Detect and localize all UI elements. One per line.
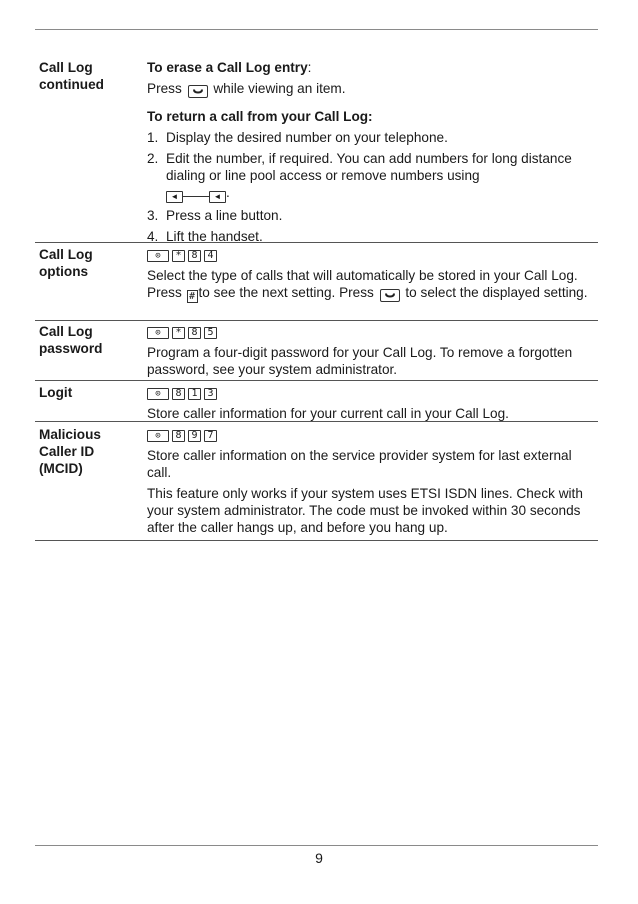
section-divider	[35, 421, 598, 422]
release-key-icon	[188, 85, 208, 98]
left-arrow-key: ◄	[166, 191, 183, 203]
step-number: 1.	[147, 130, 159, 145]
page-number: 9	[315, 850, 323, 866]
section-body	[147, 384, 597, 426]
key-sequence	[147, 428, 597, 443]
return-heading: To return a call from your Call Log:	[147, 109, 373, 124]
step-text: Display the desired number on your telephone.	[166, 130, 448, 145]
erase-instruction	[147, 80, 597, 98]
label-line: Call Log	[39, 60, 93, 75]
options-description	[147, 267, 597, 303]
label-line: password	[39, 341, 103, 356]
text-part: to select the displayed setting.	[405, 285, 588, 300]
key-digit: 5	[204, 327, 217, 339]
text-part: to see the next setting. Press	[198, 285, 374, 300]
arrow-connector	[183, 196, 209, 197]
right-arrow-key: ◄	[209, 191, 226, 203]
key-digit: 7	[204, 430, 217, 442]
section-divider	[35, 380, 598, 381]
hash-key-icon: #	[187, 290, 198, 303]
label-line: Caller ID	[39, 444, 95, 459]
feature-key-icon: ⊙	[147, 250, 169, 262]
label-line: Malicious	[39, 427, 101, 442]
password-description: Program a four-digit password for your Call Log. To remove a forgotten password, see your system administrator.	[147, 345, 573, 377]
step-number: 4.	[147, 228, 159, 244]
arrow-keys-icon	[166, 191, 226, 203]
footer-rule	[35, 845, 598, 846]
return-steps	[147, 129, 597, 245]
list-item	[147, 207, 597, 224]
erase-heading: To erase a Call Log entry	[147, 60, 308, 75]
step-text: Edit the number, if required. You can add numbers for long distance dialing or line pool access or remove numbers using	[166, 151, 572, 183]
key-digit: 8	[188, 250, 201, 262]
key-star: *	[172, 250, 185, 262]
erase-press: Press	[147, 81, 182, 96]
key-digit: 9	[188, 430, 201, 442]
mcid-description: Store caller information on the service provider system for last external call.	[147, 448, 572, 480]
key-sequence	[147, 386, 597, 401]
section-divider	[35, 540, 598, 541]
logit-description: Store caller information for your current call in your Call Log.	[147, 406, 509, 421]
key-digit: 8	[188, 327, 201, 339]
section-body	[147, 246, 597, 307]
erase-heading-line	[147, 59, 597, 76]
key-digit: 4	[204, 250, 217, 262]
section-body	[147, 323, 597, 382]
release-key-icon	[380, 289, 400, 302]
key-sequence	[147, 325, 597, 340]
list-item	[147, 129, 597, 146]
key-digit: 3	[204, 388, 217, 400]
erase-colon: :	[307, 60, 312, 75]
section-body	[147, 426, 597, 540]
erase-rest: while viewing an item.	[213, 81, 346, 96]
top-rule	[35, 29, 598, 30]
label-line: (MCID)	[39, 461, 83, 476]
list-item	[147, 150, 597, 203]
section-body	[147, 59, 597, 249]
key-sequence	[147, 248, 597, 263]
section-divider	[35, 242, 598, 243]
mcid-note: This feature only works if your system uses ETSI ISDN lines. Check with your system administrator. The code must be invoked within 30 seconds after the caller hangs up, and before you hang up.	[147, 486, 583, 535]
section-label	[39, 59, 139, 93]
feature-key-icon: ⊙	[147, 388, 169, 400]
section-label	[39, 246, 139, 280]
label-line: options	[39, 264, 89, 279]
feature-key-icon: ⊙	[147, 430, 169, 442]
step-text: Lift the handset.	[166, 228, 263, 244]
key-digit: 8	[172, 388, 185, 400]
feature-key-icon: ⊙	[147, 327, 169, 339]
step-period: .	[226, 185, 230, 200]
label-line: Call Log	[39, 247, 93, 262]
section-label	[39, 384, 139, 401]
step-number: 3.	[147, 207, 159, 223]
key-digit: 1	[188, 388, 201, 400]
step-text: Press a line button.	[166, 207, 283, 223]
text-part: Select the type of calls that will automatically be stored in your Call Log. Press	[147, 268, 578, 300]
section-label	[39, 323, 139, 357]
step-number: 2.	[147, 151, 159, 166]
key-digit: 8	[172, 430, 185, 442]
label-line: Call Log	[39, 324, 93, 339]
label-line: Logit	[39, 385, 73, 400]
label-line: continued	[39, 77, 104, 92]
section-divider	[35, 320, 598, 321]
section-label	[39, 426, 139, 477]
key-star: *	[172, 327, 185, 339]
